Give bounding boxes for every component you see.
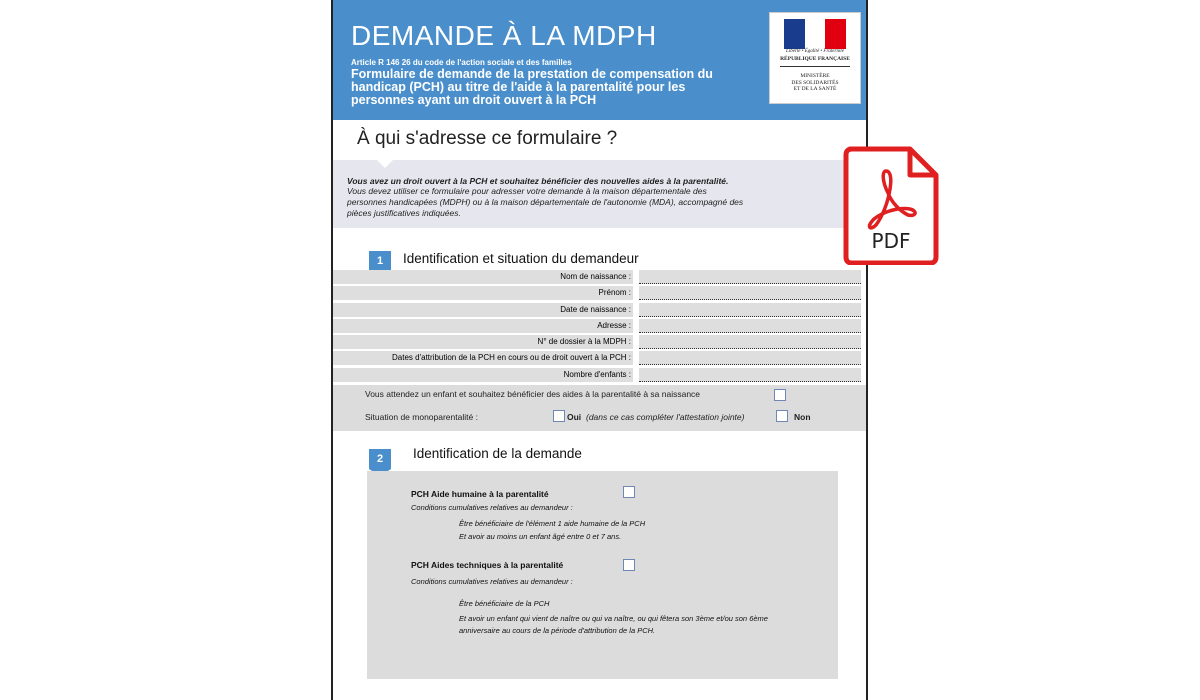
first-name-input[interactable]: [639, 286, 861, 300]
human-aid-conditions: Conditions cumulatives relatives au demandeur :: [411, 503, 573, 512]
form-subtitle: Formulaire de demande de la prestation de compensation du handicap (PCH) au titre de l'aide à la parentalité pour les personnes ayant un droit ouvert à la PCH: [351, 67, 713, 107]
situation-box: [333, 385, 866, 431]
human-aid-condition-1: Être bénéficiaire de l'élément 1 aide humaine de la PCH: [459, 519, 646, 528]
human-aid-condition-2: Et avoir au moins un enfant âgé entre 0 et 7 ans.: [459, 532, 622, 541]
section-1-badge: 1: [369, 251, 391, 271]
children-count-input[interactable]: [639, 368, 861, 382]
field-label: Nombre d'enfants :: [563, 369, 631, 379]
intro-bold-line: Vous avez un droit ouvert à la PCH et souhaitez bénéficier des nouvelles aides à la parentalité.: [347, 176, 729, 186]
mdph-file-number-input[interactable]: [639, 335, 861, 349]
technical-aid-condition-2: Et avoir un enfant qui vient de naître ou qui va naître, ou qui fêtera son 3ème et/ou son 6ème: [459, 614, 768, 623]
single-parent-no-checkbox[interactable]: [776, 410, 788, 422]
expecting-child-checkbox[interactable]: [774, 389, 786, 401]
intro-line: pièces justificatives indiquées.: [347, 208, 461, 218]
technical-aid-condition-1: Être bénéficiaire de la PCH: [459, 599, 550, 608]
intro-line: personnes handicapées (MDPH) ou à la maison départementale de l'autonomie (MDA), accompagné des: [347, 197, 744, 207]
field-label: Dates d'attribution de la PCH en cours ou de droit ouvert à la PCH :: [392, 353, 631, 363]
address-input[interactable]: [639, 319, 861, 333]
logo-ministry: [770, 73, 860, 93]
section-2-title: Identification de la demande: [413, 446, 582, 461]
form-page: [331, 0, 868, 700]
field-label: Adresse :: [597, 320, 631, 330]
intro-box: [333, 160, 866, 228]
section-1-title: Identification et situation du demandeur: [403, 251, 639, 266]
republique-francaise-logo: [769, 12, 861, 104]
ministry-line: ET DE LA SANTÉ: [793, 86, 837, 92]
field-row: [333, 286, 866, 302]
pdf-file-icon[interactable]: [842, 145, 940, 265]
field-row: [333, 319, 866, 335]
article-reference: Article R 146 26 du code de l'action sociale et des familles: [351, 58, 572, 67]
ministry-line: DES SOLIDARITÉS: [791, 79, 839, 86]
marianne-flag-icon: [784, 19, 846, 49]
intro-line: Vous devez utiliser ce formulaire pour adresser votre demande à la maison départementale des: [347, 186, 707, 196]
form-title: DEMANDE À LA MDPH: [351, 20, 657, 51]
human-aid-checkbox[interactable]: [623, 486, 635, 498]
human-aid-title: PCH Aide humaine à la parentalité: [411, 489, 549, 499]
pch-dates-input[interactable]: [639, 351, 861, 365]
identification-fields: [333, 270, 866, 384]
pdf-label: PDF: [871, 229, 911, 253]
single-parent-yes-checkbox[interactable]: [553, 410, 565, 422]
field-row: [333, 351, 866, 367]
request-panel: [367, 471, 838, 679]
technical-aid-title: PCH Aides techniques à la parentalité: [411, 560, 564, 570]
single-parent-label: Situation de monoparentalité :: [365, 412, 478, 422]
birth-name-input[interactable]: [639, 270, 861, 284]
logo-republic: RÉPUBLIQUE FRANÇAISE: [780, 56, 850, 62]
field-row: [333, 303, 866, 319]
technical-aid-checkbox[interactable]: [623, 559, 635, 571]
birth-date-input[interactable]: [639, 303, 861, 317]
field-label: Prénom :: [598, 288, 631, 298]
intro-heading: À qui s'adresse ce formulaire ?: [357, 128, 618, 149]
yes-label: Oui: [567, 412, 582, 422]
technical-aid-condition-2b: anniversaire au cours de la période d'attribution de la PCH.: [459, 626, 656, 635]
intro-notch: [377, 160, 393, 168]
field-label: Date de naissance :: [560, 304, 631, 314]
no-label: Non: [794, 412, 811, 422]
section-2-badge: 2: [369, 449, 391, 469]
logo-divider: [780, 66, 850, 67]
field-row: [333, 368, 866, 384]
field-label: Nom de naissance :: [560, 272, 631, 281]
expecting-child-label: Vous attendez un enfant et souhaitez bénéficier des aides à la parentalité à sa naissance: [365, 389, 701, 399]
form-header: [333, 0, 866, 120]
field-row: [333, 335, 866, 351]
field-row: [333, 270, 866, 286]
yes-note: (dans ce cas compléter l'attestation jointe): [586, 412, 745, 422]
field-label: N° de dossier à la MDPH :: [537, 337, 631, 347]
ministry-line: MINISTÈRE: [800, 73, 830, 79]
logo-motto: Liberté • Égalité • Fraternité: [786, 49, 844, 54]
technical-aid-conditions: Conditions cumulatives relatives au demandeur :: [411, 577, 573, 586]
